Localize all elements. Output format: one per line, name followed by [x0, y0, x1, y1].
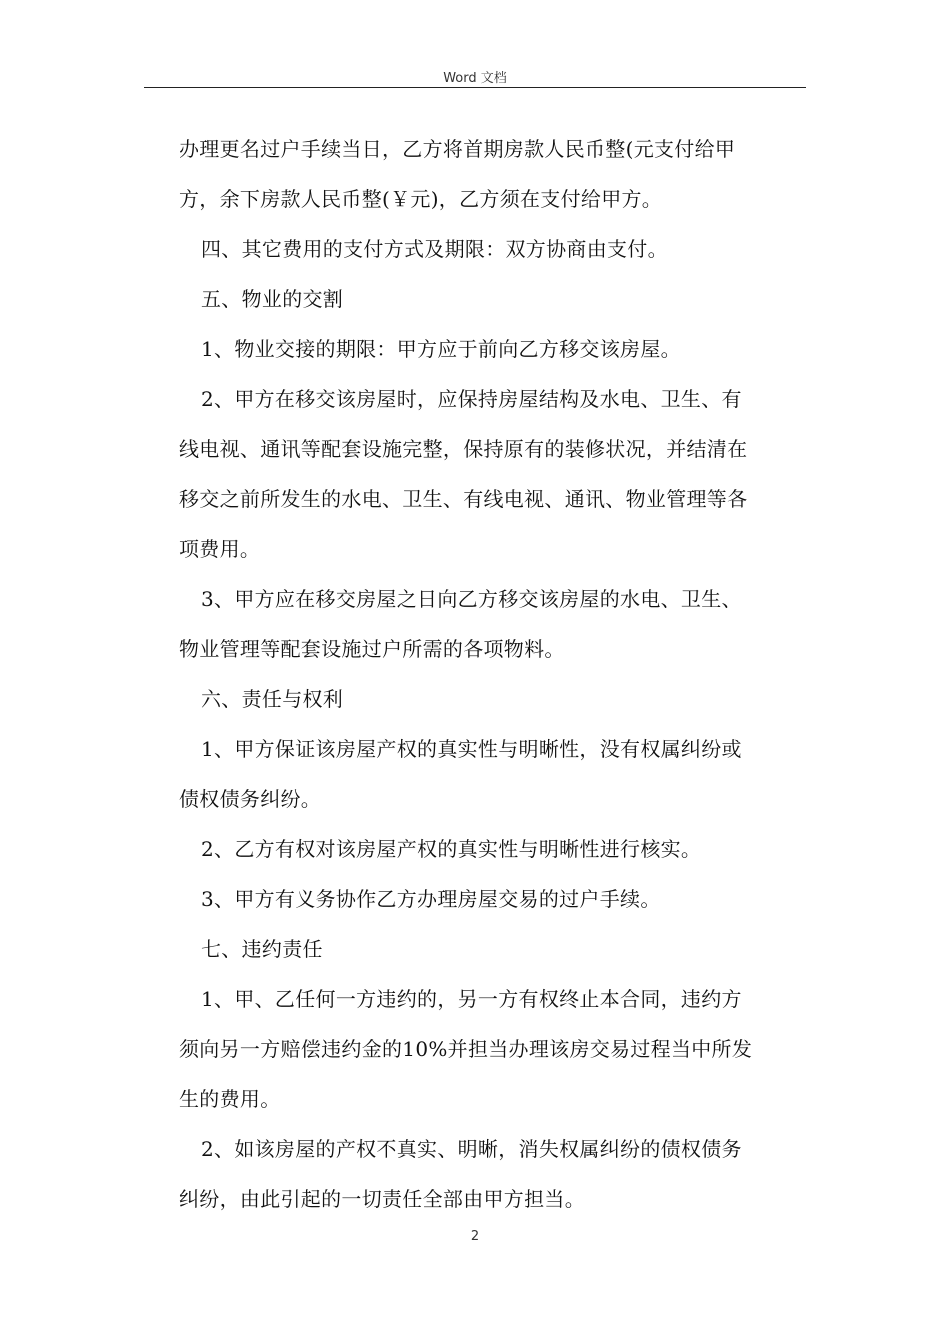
text-line: 1、甲方保证该房屋产权的真实性与明晰性，没有权属纠纷或	[201, 737, 742, 761]
text-line: 2、乙方有权对该房屋产权的真实性与明晰性进行核实。	[201, 837, 702, 861]
text-line: 生的费用。	[179, 1087, 281, 1111]
header-divider	[144, 87, 806, 88]
text-line: 七、违约责任	[201, 937, 323, 961]
text-line: 物业管理等配套设施过户所需的各项物料。	[179, 637, 565, 661]
text-line: 办理更名过户手续当日，乙方将首期房款人民币整(元支付给甲	[179, 137, 736, 161]
text-line: 移交之前所发生的水电、卫生、有线电视、通讯、物业管理等各	[179, 487, 748, 511]
text-line: 须向另一方赔偿违约金的10%并担当办理该房交易过程当中所发	[179, 1037, 753, 1061]
text-line: 项费用。	[179, 537, 261, 561]
text-line: 五、物业的交割	[201, 287, 344, 311]
page-header-title: Word 文档	[443, 71, 507, 86]
text-line: 线电视、通讯等配套设施完整，保持原有的装修状况，并结清在	[179, 437, 748, 461]
text-line: 四、其它费用的支付方式及期限：双方协商由支付。	[201, 237, 668, 261]
text-line: 六、责任与权利	[201, 687, 344, 711]
text-line: 债权债务纠纷。	[179, 787, 322, 811]
text-line: 1、物业交接的期限：甲方应于前向乙方移交该房屋。	[201, 337, 681, 361]
document-body	[179, 124, 807, 1224]
text-line: 方，余下房款人民币整(￥元)，乙方须在支付给甲方。	[179, 187, 663, 211]
page-number: 2	[470, 1229, 480, 1244]
text-line: 2、如该房屋的产权不真实、明晰，消失权属纠纷的债权债务	[201, 1137, 742, 1161]
text-line: 3、甲方应在移交房屋之日向乙方移交该房屋的水电、卫生、	[201, 587, 742, 611]
text-line: 纠纷，由此引起的一切责任全部由甲方担当。	[179, 1187, 585, 1211]
text-line: 2、甲方在移交该房屋时，应保持房屋结构及水电、卫生、有	[201, 387, 742, 411]
text-line: 1、甲、乙任何一方违约的，另一方有权终止本合同，违约方	[201, 987, 742, 1011]
text-line: 3、甲方有义务协作乙方办理房屋交易的过户手续。	[201, 887, 661, 911]
